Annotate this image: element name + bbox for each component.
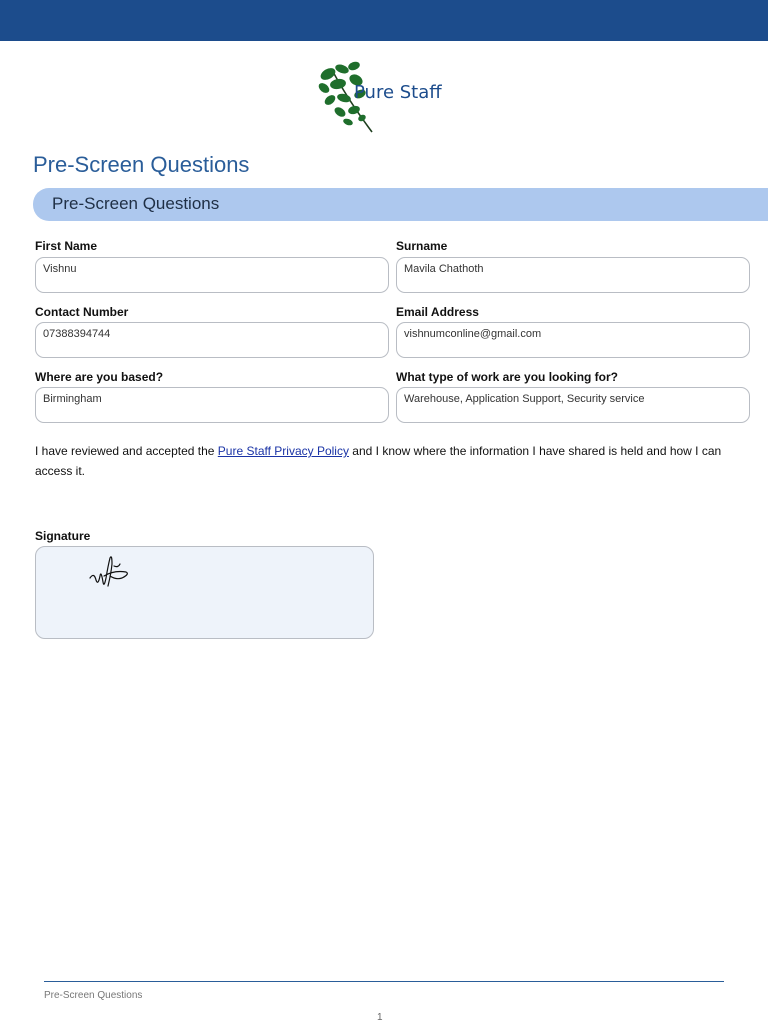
first-name-value: Vishnu: [43, 263, 77, 275]
signature-drawing: [86, 552, 136, 592]
consent-text-before: I have reviewed and accepted the: [35, 444, 218, 458]
signature-label: Signature: [35, 529, 91, 543]
footer-divider: [44, 981, 724, 982]
contact-number-value: 07388394744: [43, 328, 111, 340]
first-name-field[interactable]: [35, 257, 389, 293]
signature-pad[interactable]: [35, 546, 374, 639]
email-value: vishnumconline@gmail.com: [404, 328, 542, 340]
section-title: Pre-Screen Questions: [52, 194, 220, 213]
surname-field[interactable]: [396, 257, 750, 293]
footer-text: Pre-Screen Questions: [44, 990, 143, 1001]
privacy-policy-link[interactable]: Pure Staff Privacy Policy: [217, 444, 349, 458]
contact-number-field[interactable]: [35, 322, 389, 358]
privacy-consent-text: [35, 441, 735, 481]
contact-number-label: Contact Number: [35, 305, 129, 319]
pure-staff-logo: [318, 60, 458, 134]
work-type-field[interactable]: [396, 387, 750, 423]
page-number: 1: [377, 1012, 383, 1023]
work-type-value: Warehouse, Application Support, Security service: [404, 393, 645, 405]
brand-name: Pure Staff: [354, 82, 442, 103]
location-label: Where are you based?: [35, 370, 164, 384]
work-type-label: What type of work are you looking for?: [396, 370, 619, 384]
location-field[interactable]: [35, 387, 389, 423]
section-header: [33, 188, 768, 221]
email-label: Email Address: [396, 305, 479, 319]
consent-text-after: and I know where the information I have shared is held and how I can access it.: [35, 444, 722, 478]
surname-value: Mavila Chathoth: [404, 263, 484, 275]
top-header-bar: [0, 0, 768, 41]
email-field[interactable]: [396, 322, 750, 358]
surname-label: Surname: [396, 239, 448, 253]
page-title: Pre-Screen Questions: [33, 152, 250, 177]
first-name-label: First Name: [35, 239, 98, 253]
location-value: Birmingham: [43, 393, 102, 405]
